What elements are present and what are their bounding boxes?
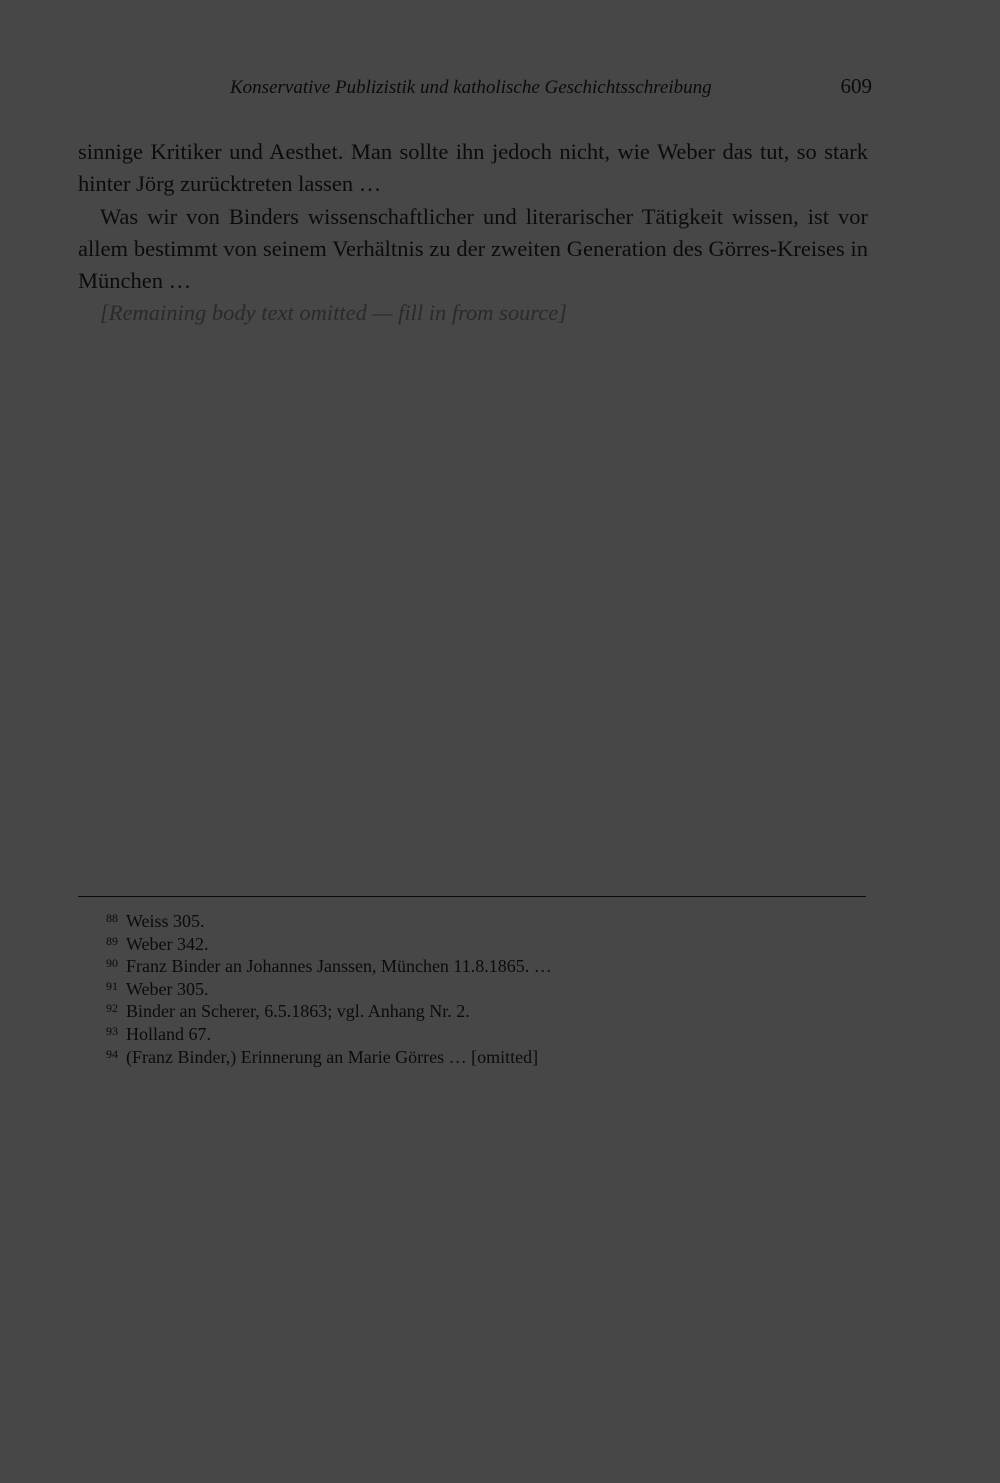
footnote-text: Weiss 305. <box>126 911 205 931</box>
paragraph-1: sinnige Kritiker und Aesthet. Man sollte ihn jedoch nicht, wie Weber das tut, so stark hinter Jörg zurücktreten lassen … <box>78 139 868 197</box>
footnote-number: 89 <box>106 933 118 948</box>
footnote-94 <box>78 1046 868 1069</box>
footnote-text: Weber 305. <box>126 978 209 999</box>
paragraph-2: Was wir von Binders wissenschaftlicher und literarischer Tätigkeit wissen, ist vor allem bestimmt von seinem Verhältnis zu der zweiten Generation des Görres-Kreises in München … <box>78 203 868 294</box>
footnote-text: (Franz Binder,) Erinnerung an Marie Görres … [omitted] <box>126 1046 539 1067</box>
main-text <box>78 136 868 330</box>
footnote-number: 90 <box>106 956 118 971</box>
footnotes <box>78 910 868 1068</box>
footnote-number: 91 <box>106 978 118 993</box>
footnote-91 <box>78 978 868 1001</box>
running-head <box>78 74 872 104</box>
footnote-text: Binder an Scherer, 6.5.1863; vgl. Anhang Nr. 2. <box>126 1001 470 1022</box>
footnote-93 <box>78 1023 868 1046</box>
footnote-number: 94 <box>106 1046 118 1061</box>
footnote-90 <box>78 955 868 978</box>
running-title: Konservative Publizistik und katholische Geschichtsschreibung <box>230 77 712 98</box>
page-number: 609 <box>840 74 872 98</box>
footnote-text: Franz Binder an Johannes Janssen, München 11.8.1865. … <box>126 956 552 977</box>
footnote-text: Weber 342. <box>126 933 209 954</box>
footnote-separator <box>78 896 866 897</box>
footnote-88 <box>78 910 868 933</box>
footnote-text: Holland 67. <box>126 1023 211 1044</box>
footnote-number: 93 <box>106 1023 118 1038</box>
footnote-number: 92 <box>106 1001 118 1016</box>
footnote-92 <box>78 1000 868 1023</box>
footnote-89 <box>78 933 868 956</box>
footnote-number: 88 <box>106 911 118 925</box>
omitted-note: [Remaining body text omitted — fill in from source] <box>100 300 568 326</box>
